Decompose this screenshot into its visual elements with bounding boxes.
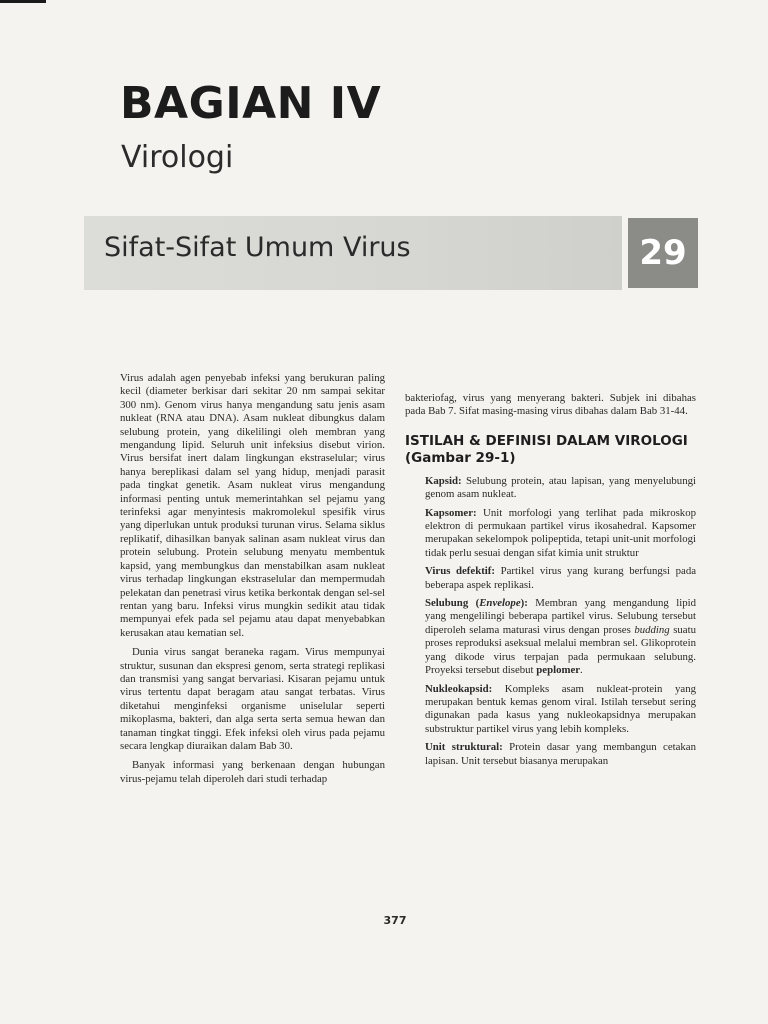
definition-text: Unit morfologi yang terlihat pada mikroskop elektron di permukaan partikel virus ikosahedral. Kapsomer merupakan sekelompok polipeptida, tetapi unit-unit morfologi tidak perlu sesuai dengan sifat kimia unit struktur	[425, 506, 696, 559]
right-text-column	[405, 392, 696, 773]
definition-text: Kompleks asam nukleat-protein yang merupakan bentuk kemas genom viral. Istilah tersebut sering digunakan pada kasus yang nukleokapsidnya merupakan substruktur partikel virus yang lebih kompleks.	[425, 682, 696, 735]
definition-text: Membran yang mengandung lipid yang mengelilingi beberapa partikel virus. Selubung tersebut diperoleh selama maturasi virus dengan proses	[425, 597, 697, 636]
section-heading-title: ISTILAH & DEFINISI DALAM VIROLOGI	[405, 432, 688, 449]
section-heading-figure-ref: (Gambar 29-1)	[405, 449, 516, 466]
definition-term: Nukleokapsid:	[425, 682, 493, 695]
body-paragraph: Virus adalah agen penyebab infeksi yang berukuran paling kecil (diameter berkisar dari sekitar 20 nm sampai sekitar 300 nm). Genom virus hanya mengandung satu jenis asam nukleat (RNA atau DNA). Asam nukleat dibungkus dalam selubung protein, yang dikelilingi oleh membran yang mengandung lipid. Seluruh unit infeksius disebut virion. Virus bersifat inert dalam lingkungan ekstraselular; virus hanya bereplikasi dalam sel yang hidup, menjadi parasit pada tingkat genetik. Asam nukleat virus mengandung informasi penting untuk memerintahkan sel pejamu yang terinfeksi agar menyintesis makromolekul spesifik virus yang diperlukan untuk produksi turunan virus. Selama siklus replikatif, dihasilkan banyak salinan asam nukleat virus dan protein selubung. Protein selubung menyatu membentuk kapsid, yang membungkus dan menstabilkan asam nukleat virus terhadap lingkungan ekstraselular dan mempermudah pelekatan dan penetrasi virus ketika berkontak dengan sel-sel rentan yang baru. Infeksi virus mungkin sedikit atau tidak mempunyai efek pada sel pejamu atau dapat menyebabkan kerusakan atau kematian sel.	[120, 372, 385, 639]
definition-term-end: ):	[520, 597, 528, 610]
chapter-number-badge: 29	[628, 218, 698, 288]
page-number: 377	[383, 914, 407, 927]
section-heading	[405, 433, 696, 467]
definition-item	[425, 597, 696, 677]
definition-term: Virus defektif:	[425, 565, 495, 578]
definition-item	[425, 741, 696, 768]
definition-text: Protein dasar yang membangun cetakan lapisan. Unit tersebut biasanya merupakan	[425, 741, 696, 767]
definition-text: Selubung protein, atau lapisan, yang menyelubungi genom asam nukleat.	[425, 474, 696, 501]
body-paragraph: bakteriofag, virus yang menyerang bakteri. Subjek ini dibahas pada Bab 7. Sifat masing-masing virus dibahas dalam Bab 31-44.	[405, 392, 696, 418]
definition-item	[425, 475, 696, 502]
definition-term	[425, 597, 528, 609]
definition-text-bold: peplomer	[536, 664, 581, 677]
definition-text: Partikel virus yang kurang berfungsi pada beberapa aspek replikasi.	[425, 565, 697, 591]
definition-text: .	[580, 664, 583, 677]
definition-item	[425, 565, 696, 592]
definition-term-start: Selubung (	[425, 597, 480, 610]
definition-text: suatu proses reproduksi aseksual melalui membran sel. Glikoprotein yang dikode virus terpajan pada permukaan selubung. Proyeksi tersebut disebut	[425, 623, 696, 677]
body-paragraph: Dunia virus sangat beraneka ragam. Virus mempunyai struktur, susunan dan ekspresi genom, serta strategi replikasi dan transmisi yang sangat bervariasi. Kisaran pejamu untuk virus tertentu dapat beragam atau sangat terbatas. Virus diketahui menginfeksi organisme uniselular seperti mikoplasma, bakteri, dan alga serta serta semua hewan dan tanaman tingkat tinggi. Efek infeksi oleh virus pada pejamu secara lengkap diuraikan dalam Bab 30.	[120, 646, 385, 752]
definition-term: Unit struktural:	[425, 741, 503, 754]
left-text-column	[120, 372, 385, 786]
chapter-title: Sifat-Sifat Umum Virus	[104, 232, 411, 263]
body-paragraph: Banyak informasi yang berkenaan dengan hubungan virus-pejamu telah diperoleh dari studi terhadap	[120, 759, 385, 785]
corner-scan-mark	[0, 0, 46, 3]
definition-text-italic: budding	[634, 623, 670, 636]
part-title: BAGIAN IV	[120, 78, 382, 129]
definition-term: Kapsomer:	[425, 506, 477, 519]
part-subtitle: Virologi	[121, 140, 234, 175]
definition-item	[425, 683, 696, 737]
definition-term-italic: Envelope	[479, 597, 521, 610]
definition-item	[425, 507, 696, 561]
definition-term: Kapsid:	[425, 474, 462, 487]
